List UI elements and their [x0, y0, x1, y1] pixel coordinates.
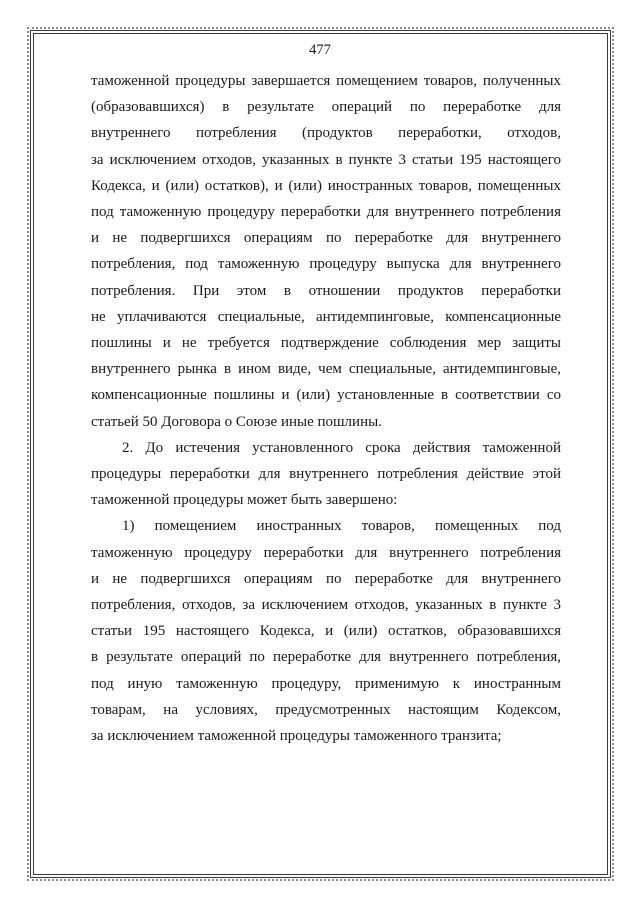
document-body [91, 68, 561, 749]
text-line: под иную таможенную процедуру, применимую к иностранным [91, 675, 561, 692]
text-line: внутреннего рынка в ином виде, чем специальные, антидемпинговые, [91, 361, 561, 378]
page-number: 477 [309, 42, 331, 58]
paragraph-3 [91, 513, 561, 749]
text-line: процедуры переработки для внутреннего потребления действие этой [91, 466, 561, 483]
text-line: и не подвергшихся операциям по переработке для внутреннего [91, 230, 561, 247]
text-line: статьей 50 Договора о Союзе иные пошлины. [91, 413, 382, 430]
text-line: не уплачиваются специальные, антидемпинговые, компенсационные [91, 308, 561, 325]
text-line: в результате операций по переработке для внутреннего потребления, [91, 649, 561, 666]
text-line: 1) помещением иностранных товаров, помещенных под [122, 518, 561, 535]
text-line: товарам, на условиях, предусмотренных настоящим Кодексом, [91, 701, 561, 718]
text-line: таможенной процедуры завершается помещением товаров, полученных [91, 73, 561, 89]
paragraph-1 [91, 68, 561, 435]
paragraph-2 [91, 435, 561, 514]
text-line: таможенной процедуры может быть завершено: [91, 492, 398, 509]
text-line: таможенную процедуру переработки для внутреннего потребления [91, 544, 561, 561]
text-line: 2. До истечения установленного срока действия таможенной [122, 439, 561, 456]
text-line: за исключением таможенной процедуры таможенного транзита; [91, 728, 502, 745]
text-line: компенсационные пошлины и (или) установленные в соответствии со [91, 387, 561, 404]
text-line: под таможенную процедуру переработки для внутреннего потребления [91, 204, 561, 221]
text-line: пошлины и не требуется подтверждение соблюдения мер защиты [91, 335, 561, 352]
text-line: (образовавшихся) в результате операций по переработке для [91, 99, 561, 116]
text-line: потребления, под таможенную процедуру выпуска для внутреннего [91, 256, 561, 273]
text-line: статьи 195 настоящего Кодекса, и (или) остатков, образовавшихся [91, 623, 561, 640]
text-line: потребления, отходов, за исключением отходов, указанных в пункте 3 [91, 597, 561, 614]
text-line: внутреннего потребления (продуктов переработки, отходов, [91, 125, 561, 142]
text-line: потребления. При этом в отношении продуктов переработки [91, 282, 561, 299]
text-line: и не подвергшихся операциям по переработке для внутреннего [91, 570, 561, 587]
text-line: за исключением отходов, указанных в пункте 3 статьи 195 настоящего [91, 151, 561, 168]
text-line: Кодекса, и (или) остатков), и (или) иностранных товаров, помещенных [91, 177, 561, 194]
